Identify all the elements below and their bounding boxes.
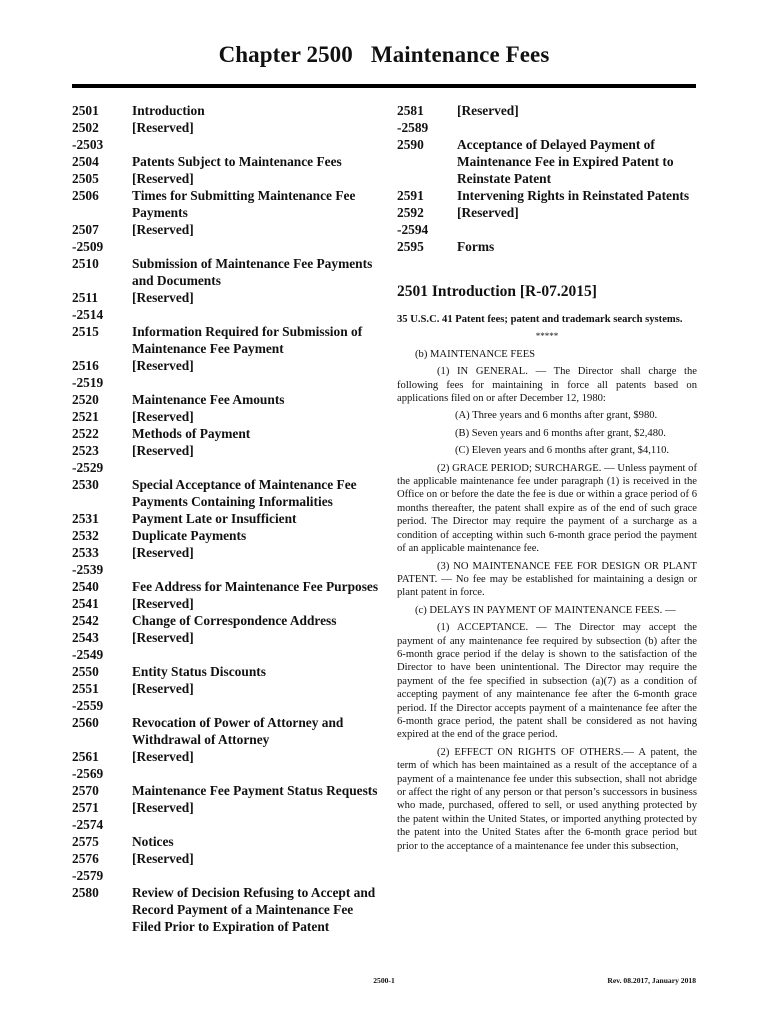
paragraph-b1a: (A) Three years and 6 months after grant, $980. [455, 410, 658, 422]
toc-entry-number: -2569 [72, 766, 104, 781]
toc-entry [397, 221, 702, 238]
toc-entry-title: Forms [457, 239, 495, 254]
toc-entry-number: 2543 [72, 630, 99, 645]
toc-entry-title [132, 816, 380, 833]
paragraph-c1: (1) ACCEPTANCE. — The Director may accept the payment of any maintenance fee required by subsection (b) after the 6-month grace period if the delay is shown to the satisfaction of the Director to have been unintentional. The Director may require the payment of the fee specified in subsection (a)(7) as a condition of accepting payment of any maintenance fee after the 6-month grace period. If the Director accepts payment of a maintenance fee after the 6-month grace period, the patent shall be considered as not having expired at the end of the grace period. [397, 622, 697, 741]
toc-entry [72, 629, 380, 646]
toc-entry [72, 374, 380, 391]
toc-entry-title: [Reserved] [132, 222, 194, 237]
toc-entry-title: [Reserved] [132, 800, 194, 815]
toc-entry-title: [Reserved] [132, 409, 194, 424]
toc-entry-number: 2511 [72, 290, 99, 305]
toc-entry-title: Special Acceptance of Maintenance Fee Payments Containing Informalities [132, 477, 357, 509]
title-rule [72, 84, 696, 88]
paragraph-c-heading: (c) DELAYS IN PAYMENT OF MAINTENANCE FEES. — [415, 604, 676, 616]
toc-entry-title [132, 238, 380, 255]
toc-entry-number: 2551 [72, 681, 99, 696]
toc-entry [72, 867, 380, 884]
toc-entry-title: Methods of Payment [132, 426, 251, 441]
toc-entry [72, 799, 380, 816]
toc-entry [72, 782, 380, 799]
toc-entry [397, 204, 702, 221]
toc-entry [397, 119, 702, 136]
toc-entry-number: 2571 [72, 800, 99, 815]
toc-entry-title: [Reserved] [132, 851, 194, 866]
toc-entry-number: 2506 [72, 188, 99, 203]
paragraph-b3: (3) NO MAINTENANCE FEE FOR DESIGN OR PLANT PATENT. — No fee may be established for maintaining a design or plant patent in force. [397, 560, 697, 599]
toc-entry-number: 2560 [72, 715, 99, 730]
toc-entry-number: 2522 [72, 426, 99, 441]
toc-entry-title: Review of Decision Refusing to Accept and Record Payment of a Maintenance Fee Filed Prior to Expiration of Patent [132, 885, 376, 934]
toc-entry [72, 850, 380, 867]
toc-entry-number: -2529 [72, 460, 104, 475]
paragraph-b2: (2) GRACE PERIOD; SURCHARGE. — Unless payment of the applicable maintenance fee under paragraph (1) is received in the Office on or before the date the fee is due or within a grace period of 6 months thereafter, the patent shall expire as of the end of such grace period. The Director may require the payment of a surcharge as a condition of accepting within such 6-month grace period the payment of an applicable maintenance fee. [397, 462, 697, 555]
toc-entry-number: -2519 [72, 375, 104, 390]
toc-entry-number: 2501 [72, 103, 99, 118]
toc-entry-title: [Reserved] [132, 171, 194, 186]
toc-entry-title: Revocation of Power of Attorney and Withdrawal of Attorney [132, 715, 344, 747]
chapter-number: Chapter 2500 [218, 42, 353, 67]
toc-entry [72, 816, 380, 833]
toc-entry-number: 2531 [72, 511, 99, 526]
toc-entry-number: -2574 [72, 817, 104, 832]
toc-entry-title: Fee Address for Maintenance Fee Purposes [132, 579, 379, 594]
toc-entry [72, 561, 380, 578]
toc-entry-title: Intervening Rights in Reinstated Patents [457, 188, 690, 203]
toc-entry-title: Maintenance Fee Amounts [132, 392, 285, 407]
toc-entry-number: 2550 [72, 664, 99, 679]
toc-entry [72, 153, 380, 170]
toc-entry [397, 136, 702, 187]
toc-entry-title [132, 459, 380, 476]
toc-entry-number: -2559 [72, 698, 104, 713]
toc-entry-title [132, 697, 380, 714]
toc-entry-title [132, 561, 380, 578]
toc-entry-number: -2579 [72, 868, 104, 883]
toc-entry [72, 680, 380, 697]
toc-entry-number: 2541 [72, 596, 99, 611]
toc-entry [397, 238, 702, 255]
toc-entry-title: Payment Late or Insufficient [132, 511, 297, 526]
toc-entry-number: 2530 [72, 477, 99, 492]
toc-entry-title: Introduction [132, 103, 205, 118]
revision-date: Rev. 08.2017, January 2018 [607, 976, 696, 985]
paragraph-b1b: (B) Seven years and 6 months after grant, $2,480. [455, 427, 666, 439]
toc-entry-title: [Reserved] [132, 630, 194, 645]
toc-entry-title [132, 765, 380, 782]
paragraph-b1: (1) IN GENERAL. — The Director shall charge the following fees for maintaining in force all patents based on applications filed on or after December 12, 1980: [397, 366, 697, 405]
toc-entry [72, 612, 380, 629]
toc-entry-title: [Reserved] [132, 596, 194, 611]
toc-entry [72, 136, 380, 153]
toc-entry [72, 646, 380, 663]
toc-entry-number: 2515 [72, 324, 99, 339]
toc-entry-number: -2549 [72, 647, 104, 662]
toc-entry [72, 459, 380, 476]
toc-entry [72, 765, 380, 782]
toc-entry [397, 187, 702, 204]
toc-entry-number: 2576 [72, 851, 99, 866]
toc-entry-number: 2540 [72, 579, 99, 594]
toc-entry [72, 833, 380, 850]
toc-entry-number: 2505 [72, 171, 99, 186]
toc-entry-title [132, 867, 380, 884]
toc-entry-number: -2539 [72, 562, 104, 577]
toc-entry [72, 170, 380, 187]
toc-entry-number: -2503 [72, 137, 104, 152]
toc-entry-number: 2507 [72, 222, 99, 237]
toc-entry-title: [Reserved] [457, 103, 519, 118]
toc-entry [72, 391, 380, 408]
toc-entry [72, 510, 380, 527]
toc-entry-number: -2589 [397, 120, 429, 135]
toc-entry [72, 578, 380, 595]
toc-entry-title: Duplicate Payments [132, 528, 247, 543]
paragraph-b1c: (C) Eleven years and 6 months after grant, $4,110. [455, 445, 670, 457]
toc-entry [72, 476, 380, 510]
toc-entry-number: 2561 [72, 749, 99, 764]
toc-entry [72, 714, 380, 748]
toc-entry-title: [Reserved] [132, 358, 194, 373]
toc-entry-title [457, 119, 702, 136]
toc-entry-number: 2590 [397, 137, 424, 152]
toc-entry [72, 221, 380, 238]
toc-entry-title: Acceptance of Delayed Payment of Maintenance Fee in Expired Patent to Reinstate Patent [457, 137, 674, 186]
statute-citation: 35 U.S.C. 41 Patent fees; patent and trademark search systems. [397, 314, 683, 325]
paragraph-b-heading: (b) MAINTENANCE FEES [415, 348, 536, 360]
toc-entry [72, 102, 380, 119]
toc-entry [72, 697, 380, 714]
toc-entry-number: 2533 [72, 545, 99, 560]
toc-entry [72, 408, 380, 425]
omission-stars: ***** [535, 331, 559, 342]
toc-entry [72, 357, 380, 374]
paragraph-c2: (2) EFFECT ON RIGHTS OF OTHERS.— A patent, the term of which has been maintained as a result of the acceptance of a payment of a maintenance fee under this subsection, shall not abridge or affect the right of any person or that person’s successors in business who made, purchased, offered to sell, or used anything protected by the patent within the United States, or imported anything protected by the patent into the United States after the 6-month grace period but prior to the acceptance of a maintenance fee under this subsection, [397, 746, 697, 852]
toc-entry-number: 2523 [72, 443, 99, 458]
toc-entry [72, 255, 380, 289]
toc-entry-number: 2520 [72, 392, 99, 407]
toc-entry [72, 323, 380, 357]
toc-entry-title: Change of Correspondence Address [132, 613, 337, 628]
toc-entry-number: 2532 [72, 528, 99, 543]
toc-entry-title: Notices [132, 834, 174, 849]
toc-entry-number: 2592 [397, 205, 424, 220]
toc-entry [72, 544, 380, 561]
toc-entry-number: 2570 [72, 783, 99, 798]
toc-entry [72, 663, 380, 680]
section-heading: 2501 Introduction [R-07.2015] [397, 283, 597, 300]
toc-entry-number: -2514 [72, 307, 104, 322]
toc-entry-title: Patents Subject to Maintenance Fees [132, 154, 342, 169]
toc-entry [72, 748, 380, 765]
toc-entry-number: 2504 [72, 154, 99, 169]
section-body [397, 313, 697, 857]
toc-entry [72, 306, 380, 323]
toc-entry-number: 2580 [72, 885, 99, 900]
toc-entry-title: [Reserved] [457, 205, 519, 220]
toc-entry-number: 2581 [397, 103, 424, 118]
toc-entry-number: 2510 [72, 256, 99, 271]
toc-entry-number: -2509 [72, 239, 104, 254]
toc-entry-title [457, 221, 702, 238]
table-of-contents-right [397, 102, 702, 255]
toc-entry-title: [Reserved] [132, 681, 194, 696]
toc-entry [72, 238, 380, 255]
toc-entry [72, 595, 380, 612]
toc-entry-number: 2542 [72, 613, 99, 628]
toc-entry-number: 2595 [397, 239, 424, 254]
toc-entry-title: [Reserved] [132, 120, 194, 135]
toc-entry-title: [Reserved] [132, 749, 194, 764]
toc-entry-title: Times for Submitting Maintenance Fee Payments [132, 188, 356, 220]
toc-entry-title: [Reserved] [132, 443, 194, 458]
toc-entry-title: Entity Status Discounts [132, 664, 266, 679]
toc-entry [72, 425, 380, 442]
toc-entry-number: -2594 [397, 222, 429, 237]
toc-entry-number: 2575 [72, 834, 99, 849]
toc-entry-title: [Reserved] [132, 290, 194, 305]
toc-entry [72, 527, 380, 544]
toc-entry-number: 2516 [72, 358, 99, 373]
toc-entry-number: 2591 [397, 188, 424, 203]
toc-entry [397, 102, 702, 119]
toc-entry [72, 884, 380, 935]
page-number: 2500-1 [373, 976, 395, 985]
toc-entry [72, 119, 380, 136]
toc-entry-number: 2521 [72, 409, 99, 424]
toc-entry-title: [Reserved] [132, 545, 194, 560]
toc-entry-title [132, 374, 380, 391]
toc-entry-title [132, 136, 380, 153]
page-title [0, 42, 768, 68]
toc-entry-number: 2502 [72, 120, 99, 135]
toc-entry-title: Information Required for Submission of Maintenance Fee Payment [132, 324, 363, 356]
toc-entry-title: Submission of Maintenance Fee Payments and Documents [132, 256, 373, 288]
toc-entry-title: Maintenance Fee Payment Status Requests [132, 783, 378, 798]
chapter-title: Maintenance Fees [370, 42, 550, 67]
toc-entry [72, 442, 380, 459]
toc-entry-title [132, 646, 380, 663]
toc-entry-title [132, 306, 380, 323]
toc-entry [72, 289, 380, 306]
toc-entry [72, 187, 380, 221]
table-of-contents-left [72, 102, 380, 935]
